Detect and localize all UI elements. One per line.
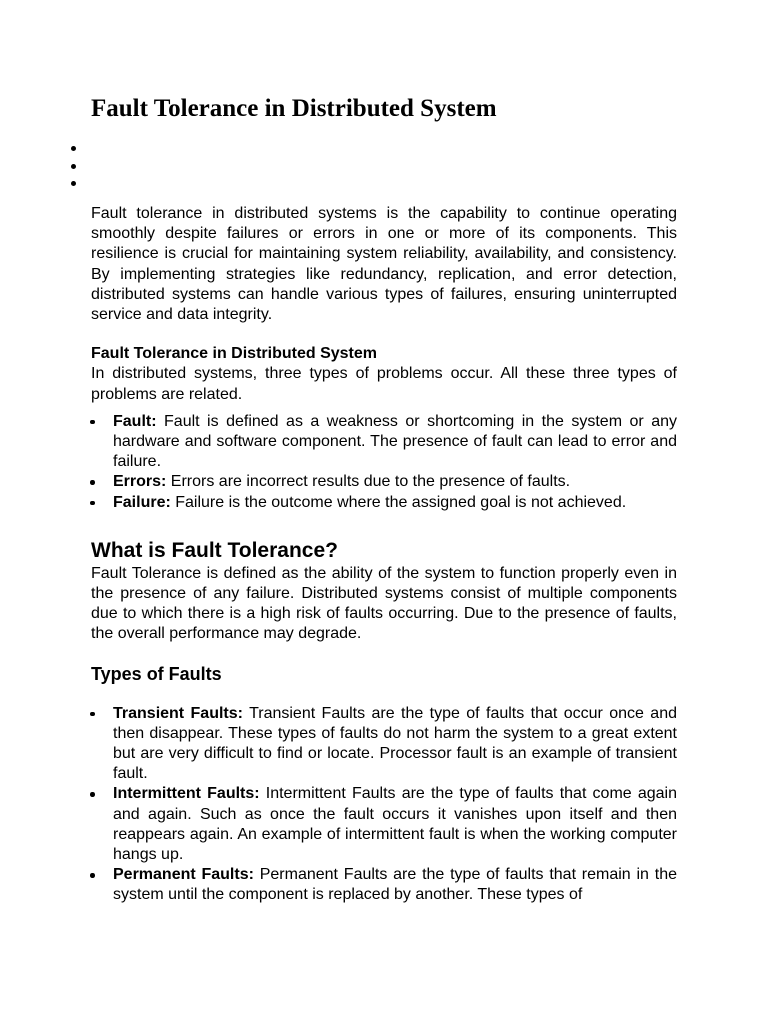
list-item-text: Errors are incorrect results due to the presence of faults. (166, 473, 571, 491)
document-content (91, 204, 677, 906)
list-item-text: Fault is defined as a weakness or shortcoming in the system or any hardware and software component. The presence of fault can lead to error and failure. (113, 412, 677, 471)
section-paragraph-definition: Fault Tolerance is defined as the ability of the system to function properly even in the presence of any failure. Distributed systems consist of multiple components due to which there is a high risk of faults occurring. Due to the presence of faults, the overall performance may degrade. (91, 564, 677, 643)
list-item-intermittent (91, 784, 677, 865)
list-item-text: Transient Faults are the type of faults that occur once and then disappear. These types of faults do not harm the system to a great extent but are very difficult to find or locate. Processor fault is an example of transient fault. (113, 704, 677, 783)
list-item-permanent (91, 865, 677, 905)
list-item-term: Errors: (113, 473, 167, 491)
list-item-failure (91, 493, 677, 513)
problem-types-list (91, 412, 677, 513)
document-title: Fault Tolerance in Distributed System (91, 95, 497, 122)
intro-paragraph: Fault tolerance in distributed systems is the capability to continue operating smoothly despite failures or errors in one or more of its components. This resilience is crucial for maintaining system reliability, availability, and consistency. By implementing strategies like redundancy, replication, and error detection, distributed systems can handle various types of failures, ensuring uninterrupted service and data integrity. (91, 205, 677, 324)
list-item-term: Fault: (113, 412, 157, 430)
list-item-text: Permanent Faults are the type of faults that remain in the system until the component is replaced by another. These types of (113, 866, 677, 904)
list-item-transient (91, 704, 677, 785)
list-item-errors (91, 472, 677, 492)
list-item-text: Intermittent Faults are the type of faults that come again and again. Such as once the fault occurs it vanishes upon itself and then reappears again. An example of intermittent fault is when the working computer hangs up. (113, 785, 677, 864)
list-item-term: Failure: (113, 493, 171, 511)
list-item-term: Transient Faults: (113, 704, 243, 722)
list-item-fault (91, 412, 677, 473)
list-item-term: Intermittent Faults: (113, 785, 260, 803)
fault-types-list (91, 704, 677, 906)
section-heading-fault-tolerance: Fault Tolerance in Distributed System (91, 345, 377, 363)
section-heading-types-of-faults: Types of Faults (91, 663, 222, 684)
section-heading-what-is-fault-tolerance: What is Fault Tolerance? (91, 538, 338, 562)
list-item-term: Permanent Faults: (113, 866, 254, 884)
list-item-text: Failure is the outcome where the assigned goal is not achieved. (170, 493, 627, 511)
section-paragraph-problems: In distributed systems, three types of problems occur. All these three types of problems are related. (91, 365, 677, 403)
